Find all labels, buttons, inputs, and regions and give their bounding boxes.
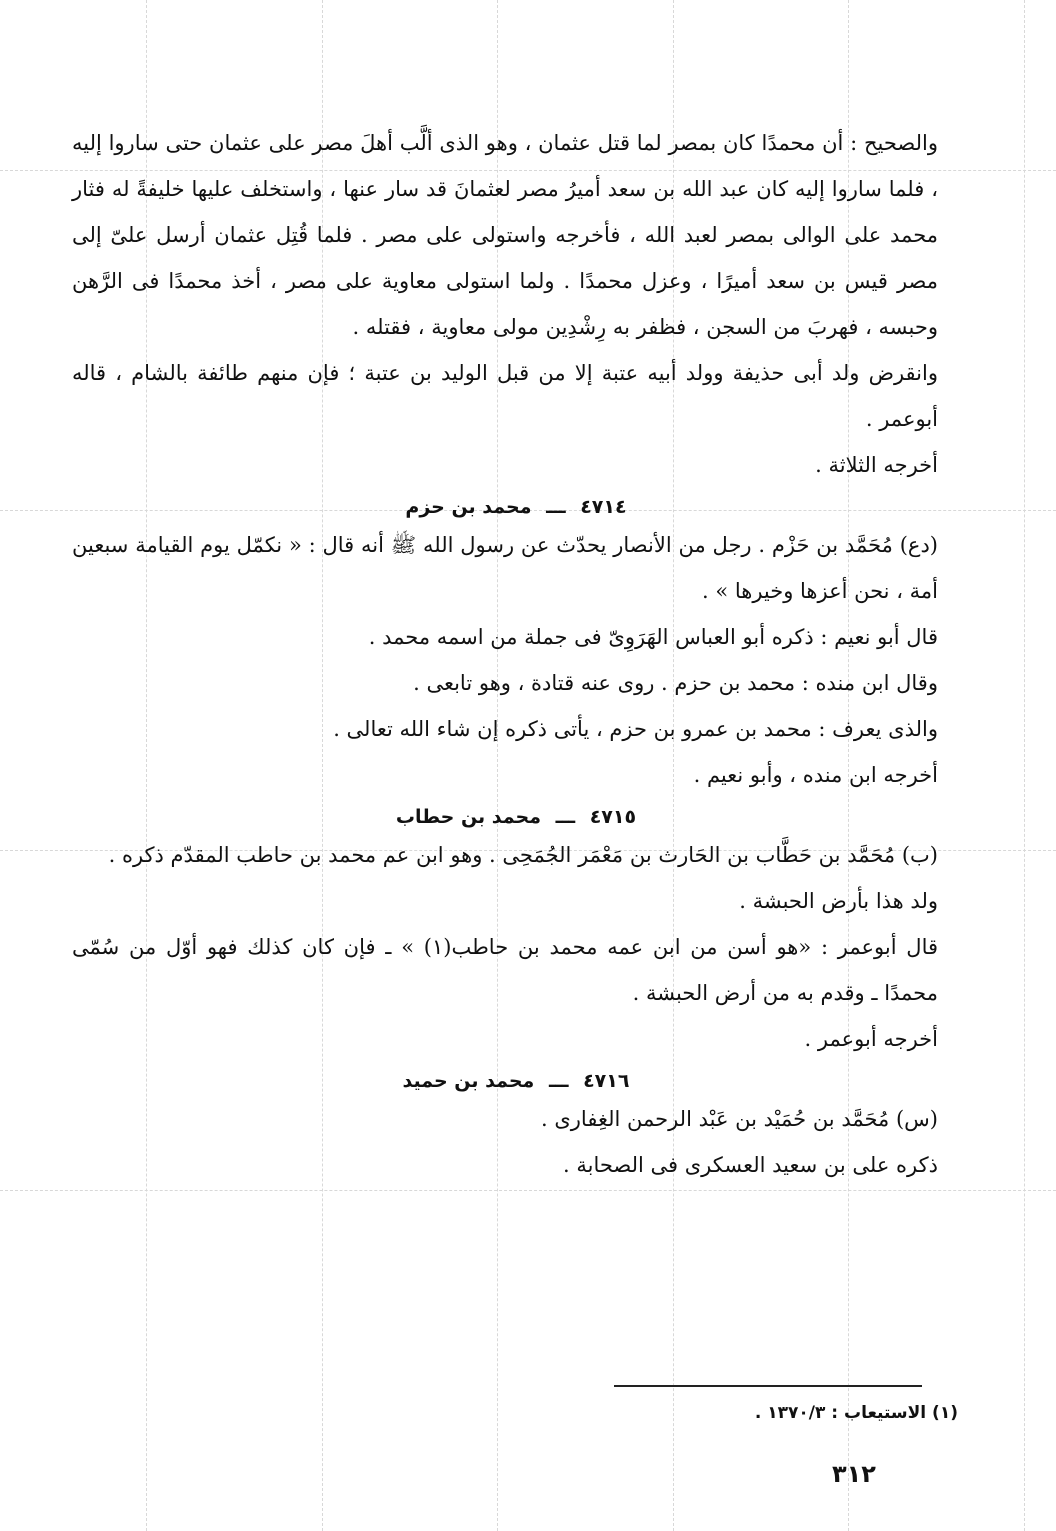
entry-heading: [72, 1066, 960, 1096]
paragraph: ذكره على بن سعيد العسكرى فى الصحابة .: [562, 1153, 938, 1177]
paragraph: والصحيح : أن محمدًا كان بمصر لما قتل عثمان ، وهو الذى ألَّب أهلَ مصر على عثمان حتى ساروا إليه ، فلما ساروا إليه كان عبد الله بن سعد أميرُ مصر لعثمانَ قد سار عنها ، واستخلف عليها خليفةً له فثار محمد على الوالى بمصر لعبد الله ، فأخرجه واستولى على مصر . فلما قُتِل عثمان أرسل علىّ إلى مصر قيس بن سعد أميرًا ، وعزل محمدًا . ولما استولى معاوية على مصر ، أخذ محمدًا فى الرَّهن وحبسه ، فهربَ من السجن ، فظفر به رِشْدِين مولى معاوية ، فقتله .: [72, 131, 938, 339]
paragraph: أخرجه ابن منده ، وأبو نعيم .: [693, 763, 938, 787]
entry-dash: ـــ: [546, 496, 566, 518]
paragraph: أخرجه أبوعمر .: [804, 1027, 938, 1051]
paragraph: (دع) مُحَمَّد بن حَزْم . رجل من الأنصار يحدّث عن رسول الله ﷺ أنه قال : « نكمّل يوم القيامة سبعين أمة ، نحن أعزها وخيرها » .: [72, 533, 938, 603]
paragraph: قال أبو نعيم : ذكره أبو العباس الهَرَوِىّ فى جملة من اسمه محمد .: [368, 625, 938, 649]
entry-dash: ـــ: [548, 1070, 569, 1092]
scan-guide-line: [0, 1190, 1056, 1191]
entry-number: ٤٧١٥: [589, 806, 637, 828]
paragraph: والذى يعرف : محمد بن عمرو بن حزم ، يأتى ذكره إن شاء الله تعالى .: [333, 717, 938, 741]
entry-heading: [72, 802, 960, 832]
entry-heading: [72, 492, 960, 522]
entry-name: محمد بن حطاب: [395, 806, 541, 828]
entry-name: محمد بن حزم: [405, 496, 532, 518]
paragraph: ولد هذا بأرض الحبشة .: [739, 889, 938, 913]
paragraph: وانقرض ولد أبى حذيفة وولد أبيه عتبة إلا من قبل الوليد بن عتبة ؛ فإن منهم طائفة بالشام ، قاله أبوعمر .: [72, 361, 938, 431]
body-text: [72, 120, 960, 1188]
entry-dash: ـــ: [555, 806, 576, 828]
paragraph: (س) مُحَمَّد بن حُمَيْد بن عَبْد الرحمن الغِفارى .: [541, 1107, 938, 1131]
paragraph: (ب) مُحَمَّد بن حَطَّاب بن الحَارث بن مَعْمَر الجُمَحِى . وهو ابن عم محمد بن حاطب المقدّم ذكره .: [108, 843, 938, 867]
paragraph: أخرجه الثلاثة .: [815, 453, 938, 477]
entry-name: محمد بن حميد: [402, 1070, 535, 1092]
paragraph: قال أبوعمر : «هو أسن من ابن عمه محمد بن حاطب(١) » ـ فإن كان كذلك فهو أوّل من سُمّى محمدًا ـ وقدم به من أرض الحبشة .: [72, 935, 939, 1005]
footnote-divider: [614, 1385, 922, 1387]
scan-guide-line: [1024, 0, 1025, 1531]
entry-number: ٤٧١٦: [583, 1070, 630, 1092]
paragraph: وقال ابن منده : محمد بن حزم . روى عنه قتادة ، وهو تابعى .: [413, 671, 938, 695]
entry-number: ٤٧١٤: [580, 496, 627, 518]
page-number: ٣١٢: [832, 1460, 876, 1488]
footnote: (١) الاستيعاب : ١٣٧٠/٣ .: [754, 1403, 958, 1423]
